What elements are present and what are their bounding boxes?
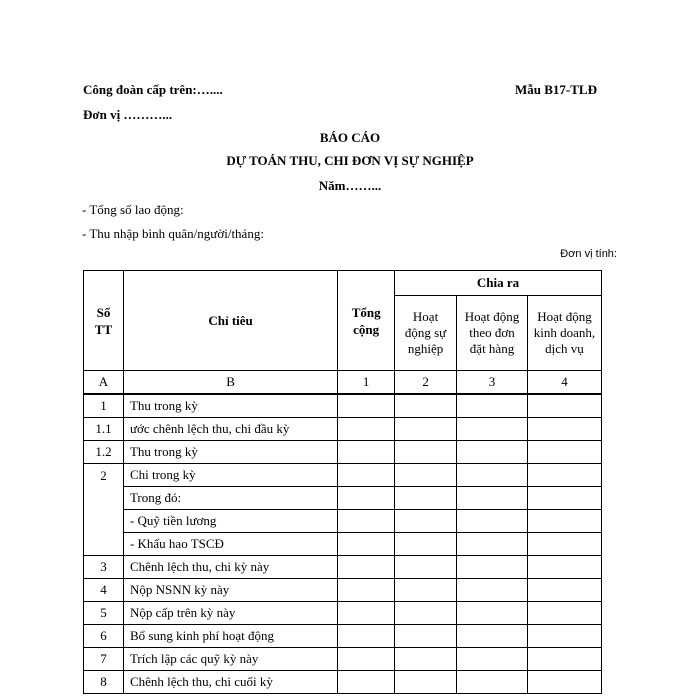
table-row: Trong đó: (84, 487, 602, 510)
table-row: 1.1 ước chênh lệch thu, chi đầu kỳ (84, 418, 602, 441)
table-row: - Khấu hao TSCĐ (84, 533, 602, 556)
header-split: Chia ra (395, 271, 602, 296)
table-row: 2 Chi trong kỳ (84, 464, 602, 487)
table-row: 8 Chênh lệch thu, chi cuối kỳ (84, 671, 602, 694)
total-labor-label: - Tổng số lao động: (82, 202, 184, 217)
table-row: 1.2 Thu trong kỳ (84, 441, 602, 464)
col-letter: 1 (338, 371, 395, 395)
col-letter: 2 (395, 371, 457, 395)
header-col-c: Hoạt động kinh doanh, dịch vụ (527, 296, 601, 371)
table-row: 3 Chênh lệch thu, chi kỳ này (84, 556, 602, 579)
upper-union-label: Công đoàn cấp trên:….... (83, 82, 223, 97)
table-row: 1 Thu trong kỳ (84, 394, 602, 418)
report-year: Năm……... (318, 178, 382, 193)
header-stt: Số TT (84, 271, 124, 371)
header-criteria: Chỉ tiêu (123, 271, 337, 371)
table-row: 4 Nộp NSNN kỳ này (84, 579, 602, 602)
header-total: Tổng cộng (338, 271, 395, 371)
table-row: 5 Nộp cấp trên kỳ này (84, 602, 602, 625)
header-col-a: Hoạt động sự nghiệp (395, 296, 457, 371)
table-row: 7 Trích lập các quỹ kỳ này (84, 648, 602, 671)
col-letter: A (84, 371, 124, 395)
report-subtitle: DỰ TOÁN THU, CHI ĐƠN VỊ SỰ NGHIỆP (226, 153, 474, 168)
unit-of-measure-label: Đơn vị tính: (560, 248, 617, 260)
table-row: - Quỹ tiền lương (84, 510, 602, 533)
form-code: Mẫu B17-TLĐ (515, 82, 597, 97)
col-letter: 3 (457, 371, 528, 395)
header-col-b: Hoạt động theo đơn đặt hàng (457, 296, 528, 371)
unit-label: Đơn vị ………... (83, 107, 173, 122)
average-income-label: - Thu nhập bình quân/người/tháng: (82, 226, 264, 241)
col-letter: 4 (527, 371, 601, 395)
col-letter: B (123, 371, 337, 395)
report-title: BÁO CÁO (319, 130, 381, 145)
table-row: 6 Bổ sung kinh phí hoạt động (84, 625, 602, 648)
budget-table (83, 270, 602, 694)
